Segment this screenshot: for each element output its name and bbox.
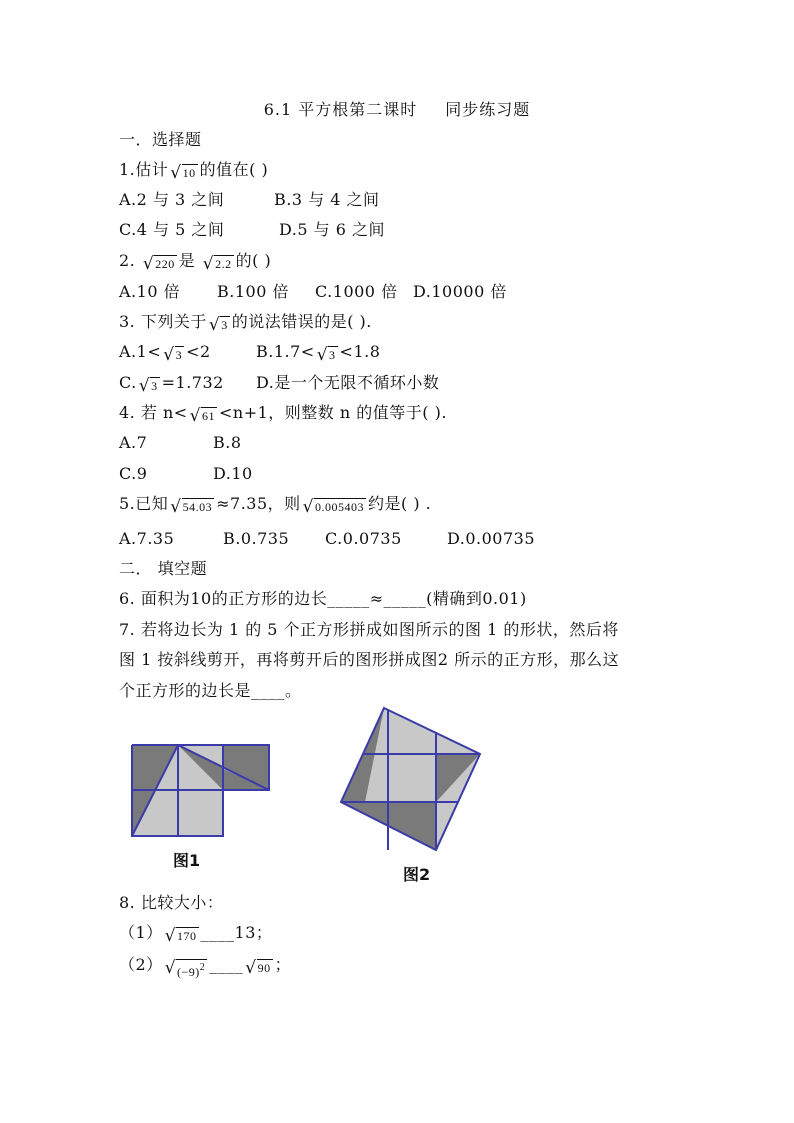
- question-4: 4. 若 n< √ 61 <n+1，则整数 n 的值等于( ).: [119, 403, 447, 426]
- figure-1-notch: [223, 790, 269, 836]
- option-d: D.10: [213, 464, 253, 483]
- question-6: 6. 面积为10的正方形的边长_____≈_____(精确到0.01): [119, 589, 527, 608]
- option-a: A.7.35: [119, 529, 175, 548]
- sqrt-10: √ 10: [170, 163, 196, 183]
- question-1-options-cd: [119, 220, 385, 240]
- option-a: A.2 与 3 之间: [119, 190, 225, 209]
- section-choice: 一．选择题: [119, 130, 202, 149]
- option-a: A.7: [119, 433, 148, 452]
- question-5-options: [119, 529, 535, 549]
- sqrt-90: √ 90: [245, 958, 271, 978]
- sqrt-220: √ 220: [142, 254, 175, 274]
- page-title: [0, 100, 794, 120]
- option-d: D.10000 倍: [413, 282, 507, 301]
- figure-2-diagram: [338, 705, 484, 855]
- option-b: B.8: [213, 433, 242, 452]
- question-8: 8. 比较大小：: [119, 893, 224, 912]
- question-7-line-2: 图 1 按斜线剪开，再将剪开后的图形拼成图2 所示的正方形，那么这: [119, 650, 620, 669]
- option-c: C. √ 3 =1.732: [119, 373, 224, 396]
- question-3-options-ab: [119, 342, 380, 364]
- sqrt-2-2: √ 2.2: [202, 254, 232, 274]
- option-c: C.0.0735: [325, 529, 402, 548]
- option-b: B.1.7< √ 3 <1.8: [256, 342, 381, 365]
- question-4-options-cd: [119, 464, 253, 484]
- figure-1-diagram: [131, 744, 271, 838]
- figure-1-label: 图1: [173, 851, 201, 870]
- question-7-line-1: 7. 若将边长为 1 的 5 个正方形拼成如图所示的图 1 的形状，然后将: [119, 620, 619, 639]
- sqrt-170: √ 170: [164, 926, 197, 946]
- option-a: A.10 倍: [119, 282, 181, 301]
- question-8-part-1: （1） √ 170 ____13；: [119, 923, 273, 946]
- option-d: D.0.00735: [447, 529, 536, 548]
- question-7-line-3: 个正方形的边长是____。: [119, 681, 302, 700]
- option-c: C.1000 倍: [315, 282, 398, 301]
- question-2-options: [119, 282, 507, 302]
- option-d: D.5 与 6 之间: [279, 220, 385, 239]
- section-fill: 二． 填空题: [119, 559, 208, 578]
- option-b: B.100 倍: [217, 282, 289, 301]
- sqrt-neg9-squared: √ $(-9)^2$: [164, 958, 206, 979]
- question-8-part-2: （2） √ $(-9)^2$ ____ √ 90 ；: [119, 955, 292, 979]
- question-4-options-ab: [119, 433, 242, 453]
- sqrt-0-005403: √ 0.005403: [302, 497, 365, 517]
- question-1: 1.估计 √ 10 的值在( ): [119, 160, 269, 183]
- question-3: 3. 下列关于 √ 3 的说法错误的是( ).: [119, 312, 372, 335]
- option-d: D.是一个无限不循环小数: [256, 373, 440, 392]
- sqrt-3: √ 3: [208, 315, 228, 335]
- sqrt-61: √ 61: [189, 406, 215, 426]
- question-2: 2. √ 220 是 √ 2.2 的( ): [119, 251, 272, 274]
- option-b: B.3 与 4 之间: [274, 190, 380, 209]
- question-5: 5.已知 √ 54.03 ≈7.35，则 √ 0.005403 约是( ) .: [119, 494, 432, 517]
- option-a: A.1< √ 3 <2: [119, 342, 211, 365]
- exercise-kind: 同步练习题: [445, 100, 531, 119]
- question-3-options-cd: [119, 373, 439, 395]
- question-1-options-ab: [119, 190, 379, 210]
- option-c: C.9: [119, 464, 148, 483]
- option-b: B.0.735: [223, 529, 290, 548]
- sqrt-54-03: √ 54.03: [170, 497, 213, 517]
- option-c: C.4 与 5 之间: [119, 220, 225, 239]
- lesson-title: 6.1 平方根第二课时: [263, 100, 418, 119]
- figure-2-label: 图2: [403, 865, 431, 884]
